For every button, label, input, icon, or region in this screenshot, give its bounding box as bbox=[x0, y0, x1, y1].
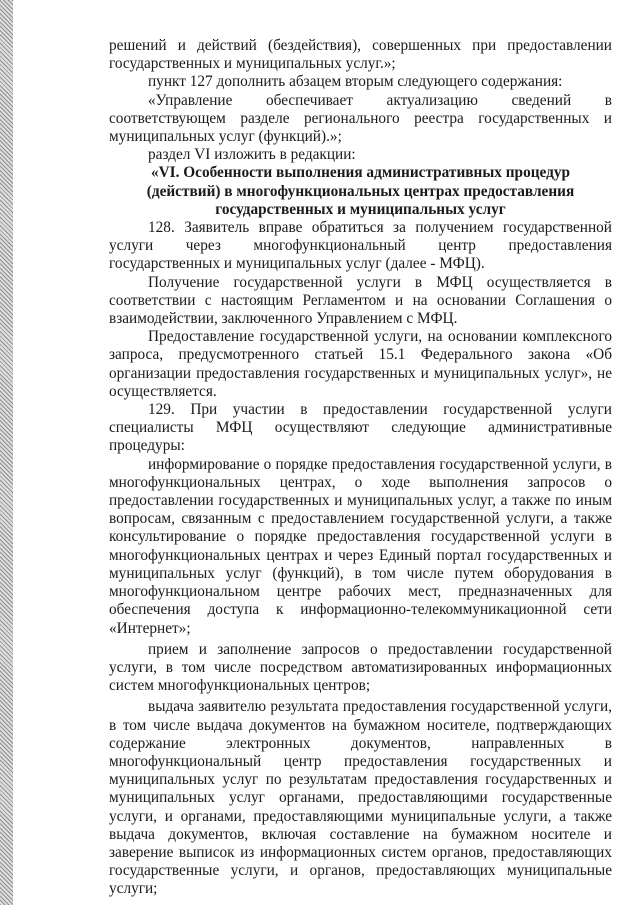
paragraph-continuation: решений и действий (бездействия), совершенных при предоставлении государственных и муниципальных услуг.»; bbox=[109, 37, 612, 73]
paragraph-129: 129. При участии в предоставлении государственной услуги специалисты МФЦ осуществляют следующие административные процедуры: bbox=[109, 401, 612, 455]
paragraph-128: 128. Заявитель вправе обратиться за получением государственной услуги через многофункциональный центр предоставления государственных и муниципальных услуг (далее - МФЦ). bbox=[109, 219, 612, 273]
paragraph-129-informing: информирование о порядке предоставления государственной услуги, в многофункциональных центрах, о ходе выполнения запросов о предоставлении государственных и муниципальных услуг, а также по иным вопросам, связанным с предоставлением государственной услуги, а также консультирование о порядке предоставления государственной услуги в многофункциональных центрах и через Единый портал государственных и муниципальных услуг (функций), в том числе путем оборудования в многофункциональном центре рабочих мест, предназначенных для обеспечения доступа к информационно-телекоммуникационной сети «Интернет»; bbox=[109, 455, 612, 637]
paragraph-amend-127: пункт 127 дополнить абзацем вторым следующего содержания: bbox=[148, 73, 563, 91]
paragraph-129-intake: прием и заполнение запросов о предоставлении государственной услуги, в том числе посредством автоматизированных информационных систем многофункциональных центров; bbox=[109, 640, 612, 695]
scan-edge-texture bbox=[0, 0, 13, 905]
document-page bbox=[109, 37, 612, 899]
section-heading-line-2: (действий) в многофункциональных центрах предоставления bbox=[146, 182, 575, 200]
paragraph-128-complex-request: Предоставление государственной услуги, на основании комплексного запроса, предусмотренного статьей 15.1 Федерального закона «Об организации предоставления государственных и муниципальных услуг», не осуществляется. bbox=[109, 328, 612, 400]
paragraph-128-mfc: Получение государственной услуги в МФЦ осуществляется в соответствии с настоящим Регламентом и на основании Соглашения о взаимодействии, заключенного Управлением с МФЦ. bbox=[109, 273, 612, 328]
paragraph-section-vi-intro: раздел VI изложить в редакции: bbox=[148, 146, 356, 164]
section-heading bbox=[109, 164, 612, 219]
section-heading-line-1: «VI. Особенности выполнения административных процедур bbox=[150, 164, 571, 182]
paragraph-129-issuance: выдача заявителю результата предоставления государственной услуги, в том числе выдача документов на бумажном носителе, подтверждающих содержание электронных документов, направленных в многофункциональный центр предоставления государственных и муниципальных услуг по результатам предоставления государственных и муниципальных услуг органами, предоставляющими государственные услуги, и органами, предоставляющими муниципальные услуги, а также выдача документов, включая составление на бумажном носителе и заверение выписок из информационных систем органов, предоставляющих государственные услуги, и органов, предоставляющих муниципальные услуги; bbox=[109, 698, 612, 898]
paragraph-quote-127: «Управление обеспечивает актуализацию сведений в соответствующем разделе регионального реестра государственных и муниципальных услуг (функций).»; bbox=[109, 91, 612, 146]
section-heading-line-3: государственных и муниципальных услуг bbox=[215, 200, 506, 218]
